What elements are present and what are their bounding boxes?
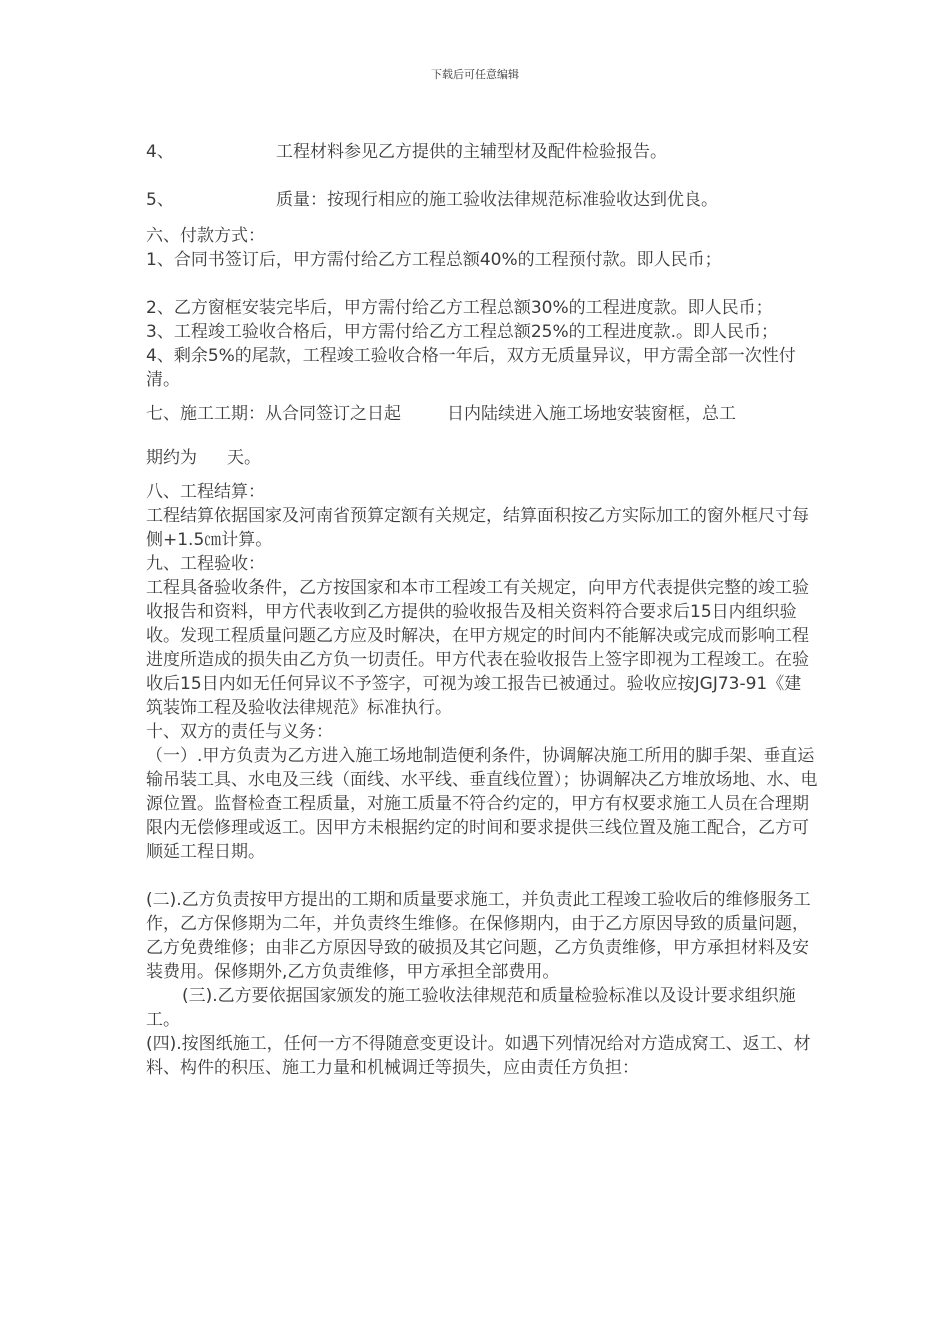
section-10-paragraph-3: (三).乙方要依据国家颁发的施工验收法律规范和质量检验标准以及设计要求组织施工。 [146, 986, 796, 1030]
section-10-paragraph-2: (二).乙方负责按甲方提出的工期和质量要求施工，并负责此工程竣工验收后的维修服务工作，乙方保修期为二年，并负责终生维修。在保修期内，由于乙方原因导致的质量问题，乙方免费维修；由非乙方原因导致的破损及其它问题，乙方负责维修，甲方承担材料及安装费用。保修期外,乙方负责维修，甲方承担全部费用。 [146, 890, 811, 982]
section-9-title: 九、工程验收： [146, 554, 265, 574]
section-7-line-2 [146, 446, 818, 470]
section-10-paragraph-4: (四).按图纸施工，任何一方不得随意变更设计。如遇下列情况给对方造成窝工、返工、材料、构件的积压、施工力量和机械调迁等损失，应由责任方负担： [146, 1034, 811, 1078]
section-10-paragraph-1: （一）.甲方负责为乙方进入施工场地制造便利条件，协调解决施工所用的脚手架、垂直运输吊装工具、水电及三线（面线、水平线、垂直线位置）；协调解决乙方堆放场地、水、电源位置。监督检查工程质量，对施工质量不符合约定的，甲方有权要求施工人员在合理期限内无偿修理或返工。因甲方未根据约定的时间和要求提供三线位置及施工配合，乙方可顺延工程日期。 [146, 746, 818, 862]
section-7-text-a: 七、施工工期：从合同签订之日起 [146, 404, 401, 424]
item-4-text: 工程材料参见乙方提供的主辅型材及配件检验报告。 [276, 142, 667, 162]
section-10-title: 十、双方的责任与义务： [146, 722, 333, 742]
item-5-text: 质量：按现行相应的施工验收法律规范标准验收达到优良。 [276, 190, 718, 210]
section-9-paragraph: 工程具备验收条件，乙方按国家和本市工程竣工有关规定，向甲方代表提供完整的竣工验收报告和资料，甲方代表收到乙方提供的验收报告及相关资料符合要求后15日内组织验收。发现工程质量问题乙方应及时解决，在甲方规定的时间内不能解决或完成而影响工程进度所造成的损失由乙方负一切责任。甲方代表在验收报告上签字即视为工程竣工。在验收后15日内如无任何异议不予签字，可视为竣工报告已被通过。验收应按JGJ73-91《建筑装饰工程及验收法律规范》标准执行。 [146, 578, 809, 718]
item-4-number: 4、 [146, 142, 174, 162]
item-4 [146, 140, 818, 164]
item-5 [146, 188, 818, 212]
section-7-text-d: 天。 [227, 448, 261, 468]
section-7-text-b: 日内陆续进入施工场地安装窗框，总工 [447, 404, 736, 424]
item-5-number: 5、 [146, 190, 174, 210]
section-6-paragraph-1: 1、合同书签订后，甲方需付给乙方工程总额40%的工程预付款。即人民币； [146, 250, 722, 270]
section-6-paragraph-2: 2、乙方窗框安装完毕后，甲方需付给乙方工程总额30%的工程进度款。即人民币； [146, 298, 773, 318]
section-6-paragraph-4: 4、剩余5%的尾款，工程竣工验收合格一年后，双方无质量异议，甲方需全部一次性付清。 [146, 346, 796, 390]
section-6-title: 六、付款方式： [146, 226, 265, 246]
document-body [146, 140, 818, 1080]
section-7-text-c: 期约为 [146, 448, 197, 468]
page-header: 下载后可任意编辑 [431, 68, 519, 81]
section-7-line-1 [146, 402, 818, 426]
section-8-paragraph: 工程结算依据国家及河南省预算定额有关规定，结算面积按乙方实际加工的窗外框尺寸每侧+1.5㎝计算。 [146, 506, 809, 550]
section-6-paragraph-3: 3、工程竣工验收合格后，甲方需付给乙方工程总额25%的工程进度款.。即人民币； [146, 322, 779, 342]
section-8-title: 八、工程结算： [146, 482, 265, 502]
